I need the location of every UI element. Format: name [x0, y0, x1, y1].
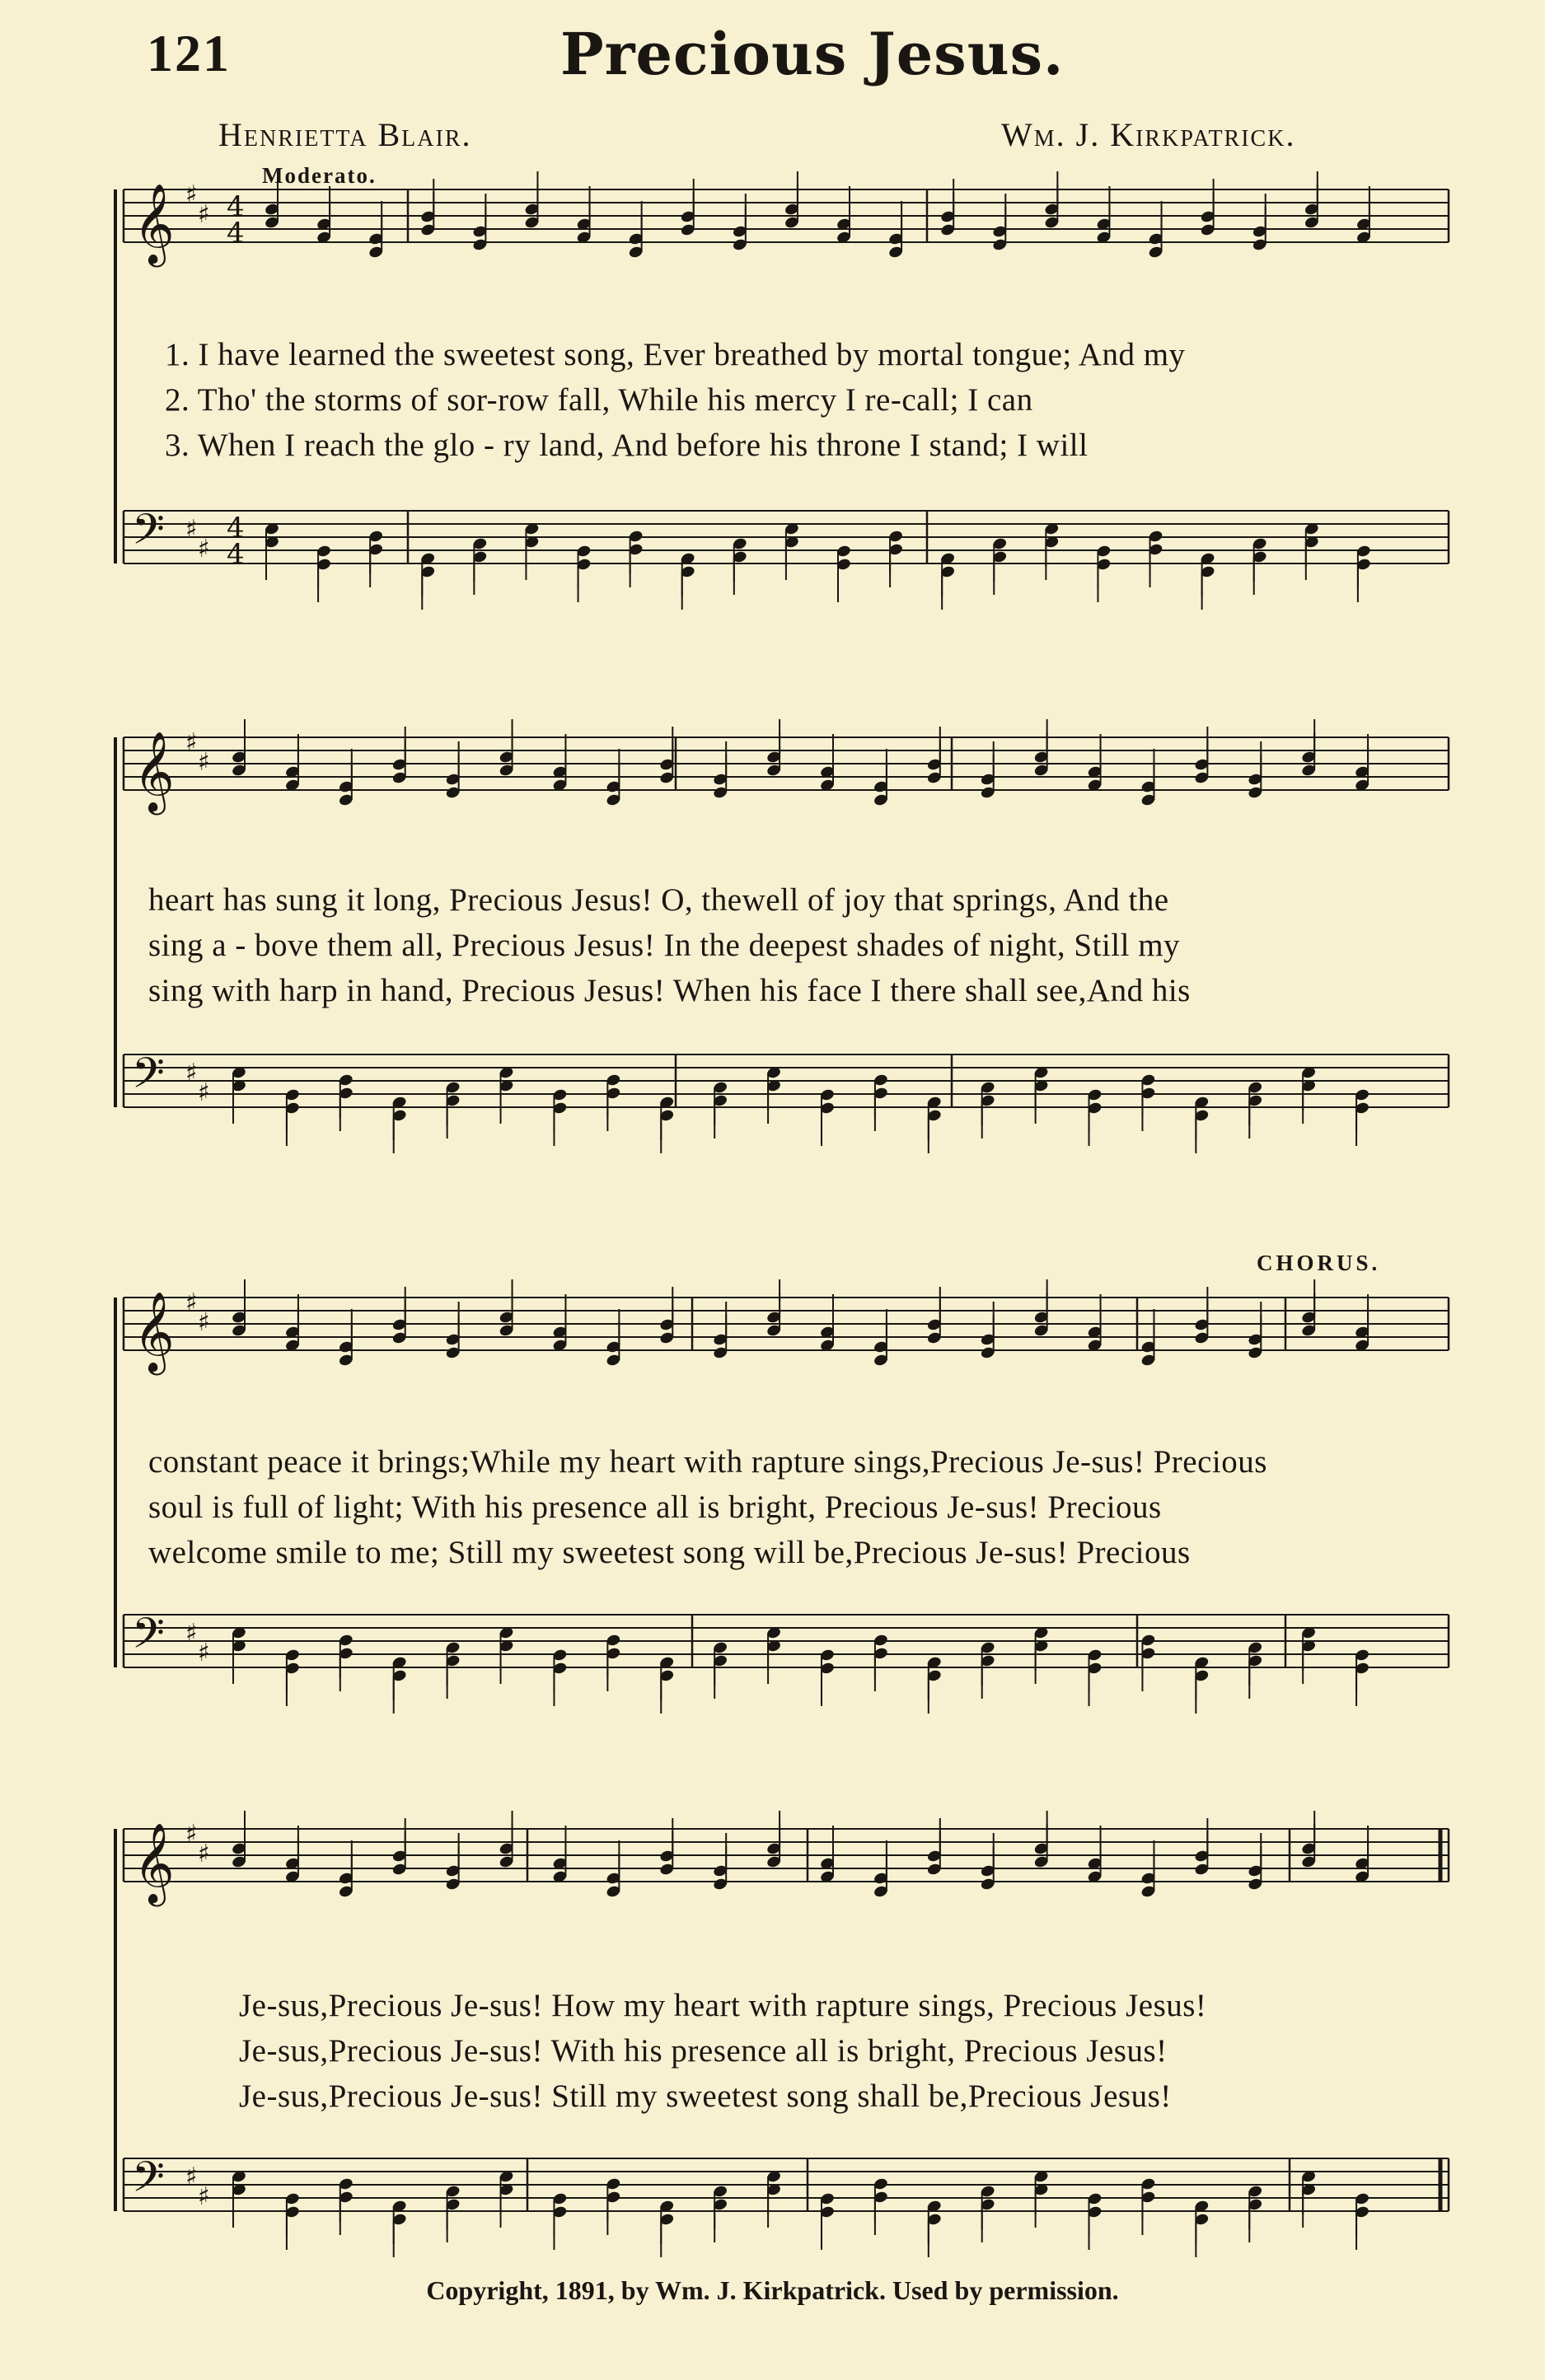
bass-clef: 𝄢 — [132, 1608, 165, 1668]
treble-clef: 𝄞 — [133, 1291, 175, 1372]
sharp-sign: ♯ — [198, 200, 210, 229]
hymn-title: Precious Jesus. — [560, 20, 1065, 88]
sharp-sign: ♯ — [198, 2182, 210, 2211]
bass-clef: 𝄢 — [132, 2152, 165, 2212]
hymn-number: 121 — [147, 24, 231, 82]
sharp-sign: ♯ — [185, 1619, 198, 1648]
system-3-verse-2: soul is full of light; With his presence all is bright, Precious Je-sus! Precious — [148, 1489, 1162, 1525]
system-1-verse-2: 2. Tho' the storms of sor-row fall, While his mercy I re-call; I can — [165, 382, 1033, 418]
sharp-sign: ♯ — [198, 1308, 210, 1337]
time-signature: 4 — [227, 512, 245, 545]
system-3-verse-3: welcome smile to me; Still my sweetest song will be,Precious Je-sus! Precious — [148, 1535, 1191, 1570]
sharp-sign: ♯ — [198, 1639, 210, 1667]
sharp-sign: ♯ — [185, 1288, 198, 1317]
composer-credit: Wm. J. Kirkpatrick. — [1001, 116, 1296, 153]
lyricist-credit: Henrietta Blair. — [218, 116, 472, 153]
sharp-sign: ♯ — [185, 180, 198, 209]
system-1-verse-3: 3. When I reach the glo - ry land, And before his throne I stand; I will — [165, 428, 1089, 463]
system-2-verse-1: heart has sung it long, Precious Jesus! O, thewell of joy that springs, And the — [148, 882, 1169, 918]
tempo-marking: Moderato. — [262, 163, 377, 188]
system-4-verse-3: Je-sus,Precious Je-sus! Still my sweetest song shall be,Precious Jesus! — [239, 2078, 1172, 2114]
time-signature: 4 — [227, 538, 245, 571]
system-4-verse-1: Je-sus,Precious Je-sus! How my heart with rapture sings, Precious Jesus! — [239, 1988, 1207, 2023]
sharp-sign: ♯ — [198, 1840, 210, 1868]
bass-clef: 𝄢 — [132, 1048, 165, 1108]
system-2-verse-2: sing a - bove them all, Precious Jesus! In the deepest shades of night, Still my — [148, 928, 1181, 963]
system-3-verse-1: constant peace it brings;While my heart with rapture sings,Precious Je-sus! Precious — [148, 1444, 1267, 1480]
sharp-sign: ♯ — [185, 1059, 198, 1087]
bass-clef: 𝄢 — [132, 504, 165, 564]
time-signature: 4 — [227, 217, 245, 250]
treble-clef: 𝄞 — [133, 1822, 175, 1903]
sharp-sign: ♯ — [198, 1078, 210, 1107]
system-4-verse-2: Je-sus,Precious Je-sus! With his presence all is bright, Precious Jesus! — [239, 2033, 1168, 2069]
system-2-verse-3: sing with harp in hand, Precious Jesus! When his face I there shall see,And his — [148, 973, 1191, 1008]
sharp-sign: ♯ — [185, 2163, 198, 2191]
sharp-sign: ♯ — [185, 728, 198, 757]
chorus-label: CHORUS. — [1257, 1251, 1381, 1275]
treble-clef: 𝄞 — [133, 183, 175, 264]
system-1-verse-1: 1. I have learned the sweetest song, Ever breathed by mortal tongue; And my — [165, 337, 1186, 372]
time-signature: 4 — [227, 190, 245, 223]
copyright-notice: Copyright, 1891, by Wm. J. Kirkpatrick. Used by permission. — [426, 2275, 1119, 2305]
sharp-sign: ♯ — [198, 535, 210, 563]
sharp-sign: ♯ — [185, 1820, 198, 1849]
treble-clef: 𝄞 — [133, 731, 175, 811]
sharp-sign: ♯ — [198, 748, 210, 777]
sharp-sign: ♯ — [185, 515, 198, 544]
